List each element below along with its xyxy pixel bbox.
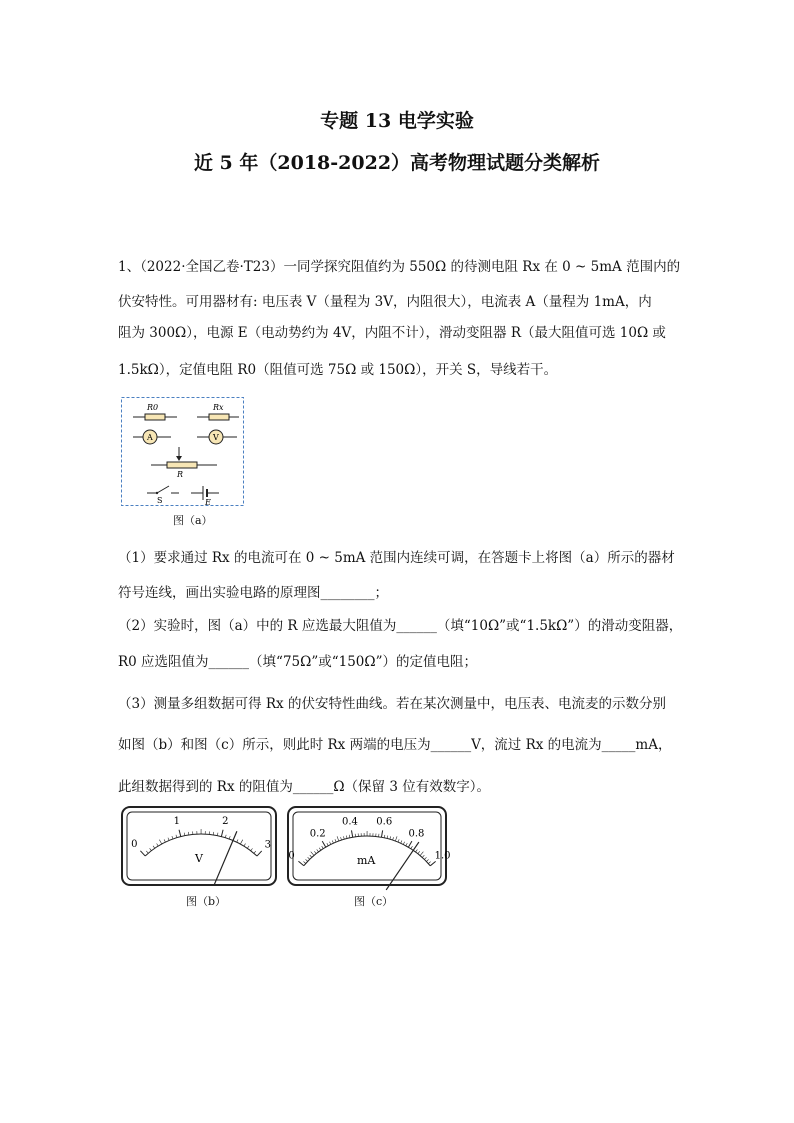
part3-line-2: 如图（b）和图（c）所示，则此时 Rx 两端的电压为______V，流过 Rx 的电流为_____mA， bbox=[118, 737, 672, 753]
milliammeter-tick bbox=[393, 837, 394, 840]
part3-line-1: （3）测量多组数据可得 Rx 的伏安特性曲线。若在某次测量中，电压表、电流麦的示数分别 bbox=[118, 696, 666, 712]
milliammeter-tick bbox=[298, 861, 303, 865]
milliammeter-tick-label: 0.4 bbox=[341, 816, 358, 828]
page-title: 专题 13 电学实验 bbox=[320, 110, 474, 132]
voltmeter-tick bbox=[244, 844, 246, 847]
milliammeter-tick bbox=[395, 836, 397, 841]
milliammeter-tick bbox=[406, 843, 407, 846]
question-line-1: 1、（2022·全国乙卷·T23）一同学探究阻值约为 550Ω 的待测电阻 Rx 在 0 ~ 5mA 范围内的 bbox=[118, 259, 681, 275]
figure-b-voltmeter-dial bbox=[121, 806, 277, 886]
voltmeter-tick bbox=[247, 846, 249, 848]
milliammeter-tick bbox=[390, 836, 391, 839]
milliammeter-tick bbox=[403, 842, 404, 845]
milliammeter-tick bbox=[420, 852, 423, 856]
voltmeter-tick bbox=[159, 840, 161, 844]
part2-line-1: （2）实验时，图（a）中的 R 应选最大阻值为______（填“10Ω”或“1.5kΩ”）的滑动变阻器， bbox=[118, 618, 683, 634]
milliammeter-tick bbox=[351, 830, 352, 837]
part2-line-2: R0 应选阻值为______（填“75Ω”或“150Ω”）的定值电阻； bbox=[118, 654, 477, 670]
part1-line-1: （1）要求通过 Rx 的电流可在 0 ~ 5mA 范围内连续可调，在答题卡上将图（a）所示的器材 bbox=[118, 550, 675, 566]
milliammeter-tick bbox=[418, 851, 420, 853]
milliammeter-tick bbox=[317, 849, 319, 851]
milliammeter-tick bbox=[349, 835, 350, 838]
milliammeter-tick bbox=[330, 842, 331, 845]
ammeter-label: A bbox=[147, 433, 153, 442]
voltmeter-tick bbox=[157, 844, 159, 847]
milliammeter-tick bbox=[322, 846, 324, 849]
figure-a-components bbox=[121, 397, 245, 507]
voltmeter-tick bbox=[254, 851, 256, 853]
figure-c-caption: 图（c） bbox=[354, 895, 394, 908]
milliammeter-tick bbox=[310, 855, 312, 857]
voltmeter-tick-label: 2 bbox=[222, 816, 229, 828]
milliammeter-tick bbox=[343, 836, 344, 839]
milliammeter-needle bbox=[386, 842, 419, 890]
question-line-3: 阻为 300Ω），电源 E（电动势约为 4V，内阻不计），滑动变阻器 R（最大阻值可选 10Ω 或 bbox=[118, 325, 666, 341]
milliammeter-tick bbox=[408, 841, 412, 847]
voltmeter-tick bbox=[240, 840, 242, 844]
voltmeter-tick bbox=[221, 830, 223, 837]
switch-icon bbox=[157, 486, 169, 493]
page-subtitle: 近 5 年（2018-2022）高考物理试题分类解析 bbox=[193, 152, 601, 174]
milliammeter-tick-label: 1.0 bbox=[434, 850, 451, 862]
milliammeter-tick bbox=[398, 839, 399, 842]
figure-c-milliammeter-dial bbox=[287, 806, 451, 886]
milliammeter-tick bbox=[335, 839, 336, 842]
rx-resistor-icon bbox=[209, 414, 229, 420]
voltmeter-tick bbox=[140, 851, 145, 856]
milliammeter-tick bbox=[327, 843, 328, 846]
voltmeter-tick bbox=[153, 846, 155, 848]
milliammeter-tick bbox=[422, 855, 424, 857]
milliammeter-tick bbox=[387, 836, 388, 839]
r0-resistor-icon bbox=[145, 414, 165, 420]
voltmeter-tick-label: 1 bbox=[173, 816, 181, 828]
milliammeter-tick bbox=[384, 835, 385, 838]
voltmeter-tick-label: 0 bbox=[131, 839, 138, 851]
milliammeter-tick bbox=[341, 837, 342, 840]
voltmeter-tick bbox=[257, 851, 262, 856]
milliammeter-tick bbox=[426, 859, 428, 861]
rheostat-label: R bbox=[177, 470, 184, 479]
voltmeter-tick-label: 3 bbox=[264, 839, 272, 851]
milliammeter-tick bbox=[416, 850, 418, 852]
milliammeter-unit: mA bbox=[357, 854, 376, 867]
question-line-2: 伏安特性。可用器材有: 电压表 V（量程为 3V，内阻很大），电流表 A（量程为 1mA，内 bbox=[118, 294, 652, 310]
milliammeter-tick bbox=[332, 840, 333, 843]
milliammeter-tick-label: 0.8 bbox=[408, 828, 425, 840]
milliammeter-tick bbox=[337, 836, 339, 841]
switch-label: S bbox=[157, 496, 163, 505]
figure-b-caption: 图（b） bbox=[186, 895, 227, 908]
milliammeter-tick bbox=[303, 862, 305, 864]
milliammeter-tick bbox=[308, 857, 310, 859]
source-label: E bbox=[205, 498, 211, 507]
question-line-4: 1.5kΩ），定值电阻 R0（阻值可选 75Ω 或 150Ω），开关 S，导线若干。 bbox=[118, 362, 558, 378]
milliammeter-tick-label: 0 bbox=[288, 850, 295, 862]
milliammeter-tick bbox=[424, 857, 426, 859]
milliammeter-tick bbox=[311, 852, 314, 856]
milliammeter-tick bbox=[381, 830, 382, 837]
rheostat-icon bbox=[167, 462, 197, 468]
voltmeter-label: V bbox=[213, 433, 219, 442]
voltmeter-tick bbox=[150, 848, 152, 850]
milliammeter-tick-label: 0.2 bbox=[309, 828, 326, 840]
voltmeter-tick bbox=[251, 848, 253, 850]
milliammeter-tick bbox=[428, 862, 430, 864]
voltmeter-tick bbox=[146, 851, 148, 853]
part3-line-3: 此组数据得到的 Rx 的阻值为______Ω（保留 3 位有效数字）。 bbox=[118, 779, 490, 795]
milliammeter-tick bbox=[411, 846, 413, 849]
r0-label: R0 bbox=[147, 403, 159, 412]
milliammeter-tick-label: 0.6 bbox=[376, 816, 393, 828]
milliammeter-tick bbox=[430, 861, 435, 865]
voltmeter-needle bbox=[214, 831, 237, 884]
voltmeter-unit: V bbox=[195, 852, 203, 865]
milliammeter-tick bbox=[319, 848, 321, 850]
milliammeter-tick bbox=[401, 840, 402, 843]
milliammeter-tick bbox=[306, 859, 308, 861]
voltmeter-tick bbox=[179, 830, 181, 837]
milliammeter-tick bbox=[314, 851, 316, 853]
part1-line-2: 符号连线，画出实验电路的原理图________； bbox=[118, 585, 388, 601]
rx-label: Rx bbox=[213, 403, 224, 412]
milliammeter-tick bbox=[346, 836, 347, 839]
figure-a-caption: 图（a） bbox=[173, 514, 213, 527]
milliammeter-tick bbox=[322, 841, 326, 847]
